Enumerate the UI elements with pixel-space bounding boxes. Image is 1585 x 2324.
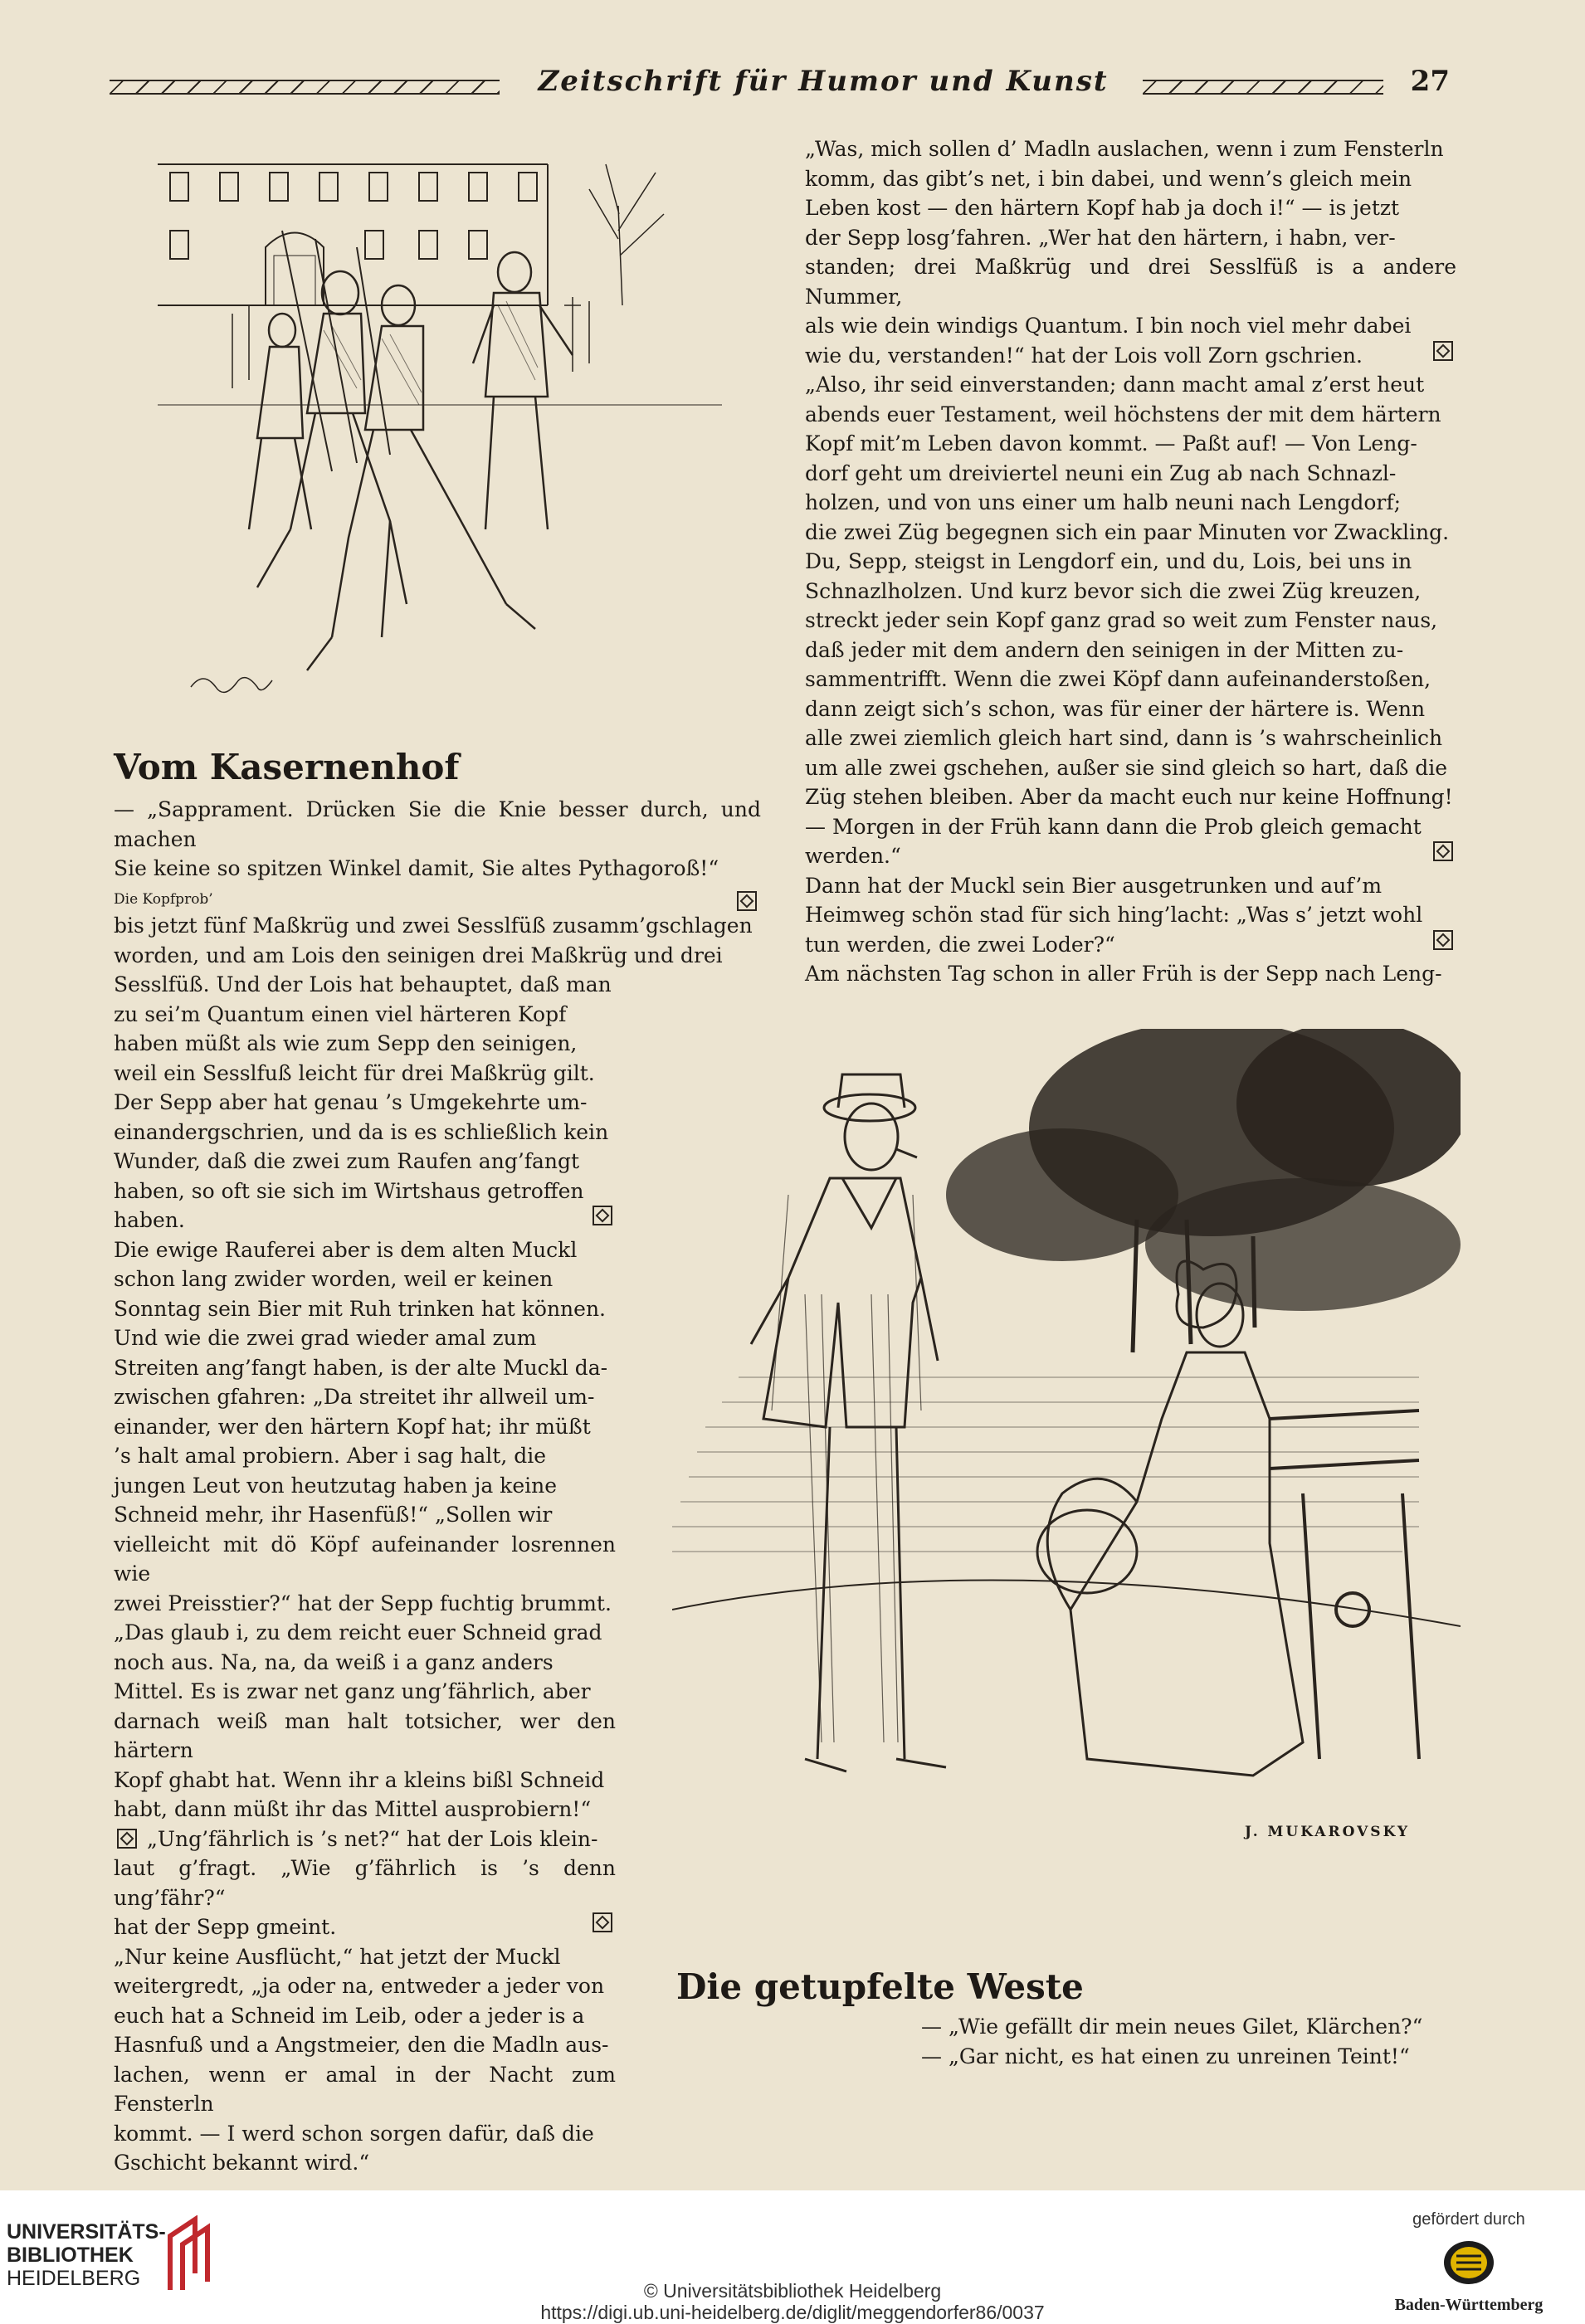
park-illustration xyxy=(672,1029,1461,1942)
text-line: Am nächsten Tag schon in aller Früh is der Sepp nach Leng- xyxy=(805,962,1442,986)
text-line: zwei Preisstier?“ hat der Sepp fuchtig brummt. xyxy=(114,1591,612,1615)
text-line: komm, das gibt’s net, i bin dabei, und wenn’s gleich mein xyxy=(805,166,1412,191)
text-line xyxy=(114,1912,616,1942)
sponsor xyxy=(1386,2210,1552,2315)
heading-weste: Die getupfelte Weste xyxy=(676,1966,1084,2007)
text-line: „Nur keine Ausflücht,“ hat jetzt der Muckl xyxy=(114,1944,561,1969)
text-line: holzen, und von uns einer um halb neuni nach Lengdorf; xyxy=(805,490,1402,514)
joke-line: Sie keine so spitzen Winkel damit, Sie altes Pythagoroß!“ xyxy=(114,856,719,880)
ornament-right xyxy=(1143,80,1383,95)
text-line: dorf geht um dreiviertel neuni ein Zug ab nach Schnazl- xyxy=(805,460,1397,485)
text-line: zwischen gfahren: „Da streitet ihr allweil um- xyxy=(114,1385,595,1409)
text-line: Leben kost — den härtern Kopf hab ja doch i!“ — is jetzt xyxy=(805,196,1400,220)
text-line: haben müßt als wie zum Sepp den seinigen, xyxy=(114,1031,578,1055)
text-line: ’s halt amal probiern. Aber i sag halt, die xyxy=(114,1444,547,1468)
copyright-notice: © Universitätsbibliothek Heidelberg xyxy=(643,2280,942,2302)
sponsor-name: Baden-Württemberg xyxy=(1394,2296,1544,2314)
text-line: Du, Sepp, steigst in Lengdorf ein, und du, Lois, bei uns in xyxy=(805,549,1412,573)
text-span: wie du, verstanden!“ hat der Lois voll Zorn gschrien. xyxy=(805,343,1363,368)
text-span: hat der Sepp gmeint. xyxy=(114,1915,337,1939)
text-line: kommt. — I werd schon sorgen dafür, daß die xyxy=(114,2121,594,2146)
text-line: weitergredt, „ja oder na, entweder a jeder von xyxy=(114,1974,605,1998)
section-mark xyxy=(1433,841,1453,861)
text-line: daß jeder mit dem andern den seinigen in der Mitten zu- xyxy=(805,637,1404,662)
text-line: Sesslfüß. Und der Lois hat behauptet, daß man xyxy=(114,972,612,996)
text-line: Züg stehen bleiben. Aber da macht euch nur keine Hoffnung! xyxy=(805,785,1453,809)
kasernenhof-joke xyxy=(114,795,761,884)
section-mark xyxy=(737,891,757,911)
library-name-line: UNIVERSITÄTS- xyxy=(7,2220,166,2244)
text-span: werden.“ xyxy=(805,844,901,868)
heading-kasernenhof: Vom Kasernenhof xyxy=(114,747,460,787)
caption-line: — „Wie gefällt dir mein neues Gilet, Klärchen?“ xyxy=(921,2015,1423,2039)
text-line: Mittel. Es is zwar net ganz ung’fährlich, aber xyxy=(114,1679,591,1703)
text-line xyxy=(805,841,1456,871)
text-line: Kopf mit’m Leben davon kommt. — Paßt auf! — Von Leng- xyxy=(805,431,1417,456)
text-line: abends euer Testament, weil höchstens der mit dem härtern xyxy=(805,402,1441,426)
text-line: die zwei Züg begegnen sich ein paar Minuten vor Zwackling. xyxy=(805,519,1450,544)
text-line: „Das glaub i, zu dem reicht euer Schneid grad xyxy=(114,1620,602,1644)
text-line: einandergschrien, und da is es schließlich kein xyxy=(114,1119,609,1144)
text-line: der Sepp losg’fahren. „Wer hat den härtern, i habn, ver- xyxy=(805,225,1396,250)
text-span: haben. xyxy=(114,1208,185,1232)
section-mark xyxy=(1433,930,1453,950)
text-line: euch hat a Schneid im Leib, oder a jeder is a xyxy=(114,2003,585,2028)
text-line xyxy=(805,341,1456,371)
text-line: vielleicht mit dö Köpf aufeinander losrennen wie xyxy=(114,1532,616,1586)
text-line: habt, dann müßt ihr das Mittel ausprobiern!“ xyxy=(114,1797,592,1821)
weste-caption xyxy=(921,2012,1456,2071)
text-line xyxy=(114,1206,616,1235)
library-name-line: BIBLIOTHEK xyxy=(7,2244,134,2267)
text-line: „Was, mich sollen d’ Madln auslachen, wenn i zum Fensterln xyxy=(805,137,1444,161)
text-line: zu sei’m Quantum einen viel härteren Kopf xyxy=(114,1001,567,1026)
section-mark xyxy=(593,1206,612,1225)
text-line: Streiten ang’fangt haben, is der alte Muckl da- xyxy=(114,1355,608,1380)
joke-line: — „Sapprament. Drücken Sie die Knie besser durch, und machen xyxy=(114,797,761,851)
text-line: einander, wer den härtern Kopf hat; ihr müßt xyxy=(114,1414,591,1439)
text-line: Kopf ghabt hat. Wenn ihr a kleins bißl Schneid xyxy=(114,1767,605,1792)
section-mark xyxy=(117,1829,137,1849)
text-line xyxy=(114,1825,616,1854)
illustration-signature: J. MUKAROVSKY xyxy=(1245,1824,1411,1840)
text-line: laut g’fragt. „Wie g’fährlich is ’s denn ung’fähr?“ xyxy=(114,1856,616,1910)
text-line: weil ein Sesslfuß leicht für drei Maßkrüg gilt. xyxy=(114,1060,595,1085)
story-right-column xyxy=(805,134,1456,989)
text-line: Heimweg schön stad für sich hing’lacht: „Was s’ jetzt wohl xyxy=(805,903,1423,927)
barracks-drawing xyxy=(158,139,722,737)
story-title: Die Kopfprob’ xyxy=(114,891,213,908)
text-line: Der Sepp aber hat genau ’s Umgekehrte um- xyxy=(114,1090,588,1114)
text-line: streckt jeder sein Kopf ganz grad so weit zum Fenster naus, xyxy=(805,608,1438,632)
text-line: noch aus. Na, na, da weiß i a ganz anders xyxy=(114,1649,554,1674)
text-line: sammentrifft. Wenn die zwei Köpf dann aufeinanderstoßen, xyxy=(805,667,1431,691)
text-line: jungen Leut von heutzutag haben ja keine xyxy=(114,1473,558,1498)
text-line: Schnazlholzen. Und kurz bevor sich die zwei Züg kreuzen, xyxy=(805,578,1422,603)
text-line: Hasnfuß und a Angstmeier, den die Madln aus- xyxy=(114,2033,609,2057)
ornament-left xyxy=(110,80,500,95)
library-name-line: HEIDELBERG xyxy=(7,2267,141,2290)
text-line: standen; drei Maßkrüg und drei Sesslfüß is a andere Nummer, xyxy=(805,255,1456,309)
narrow-text-block xyxy=(114,970,616,2178)
text-line: Dann hat der Muckl sein Bier ausgetrunken und auf’m xyxy=(805,873,1383,898)
text-line: Gschicht bekannt wird.“ xyxy=(114,2151,370,2175)
text-line: um alle zwei gschehen, außer sie sind gleich so hart, daß die xyxy=(805,755,1448,780)
text-line: Sonntag sein Bier mit Ruh trinken hat können. xyxy=(114,1296,607,1321)
text-line: Schneid mehr, ihr Hasenfüß!“ „Sollen wir xyxy=(114,1503,553,1527)
text-line: als wie dein windigs Quantum. I bin noch viel mehr dabei xyxy=(805,314,1412,338)
text-span: tun werden, die zwei Loder?“ xyxy=(805,932,1115,957)
running-head xyxy=(110,65,1450,106)
page-footer xyxy=(0,2190,1585,2323)
text-line: haben, so oft sie sich im Wirtshaus getroffen xyxy=(114,1178,584,1203)
text-line: bis jetzt fünf Maßkrüg und zwei Sesslfüß zusamm’gschlagen xyxy=(114,914,753,938)
text-line: — Morgen in der Früh kann dann die Prob gleich gemacht xyxy=(805,814,1422,839)
source-url-link[interactable]: https://digi.ub.uni-heidelberg.de/diglit/meggendorfer86/0037 xyxy=(540,2302,1045,2323)
text-line: Wunder, daß die zwei zum Raufen ang’fangt xyxy=(114,1149,580,1173)
page-number: 27 xyxy=(1410,65,1450,98)
sponsor-label: gefördert durch xyxy=(1412,2210,1525,2229)
crest-icon xyxy=(1441,2238,1496,2287)
running-head-title: Zeitschrift für Humor und Kunst xyxy=(538,65,1109,98)
text-line: Und wie die zwei grad wieder amal zum xyxy=(114,1326,537,1350)
section-mark xyxy=(593,1912,612,1932)
section-mark xyxy=(1433,341,1453,361)
barracks-illustration xyxy=(158,139,722,737)
text-line: schon lang zwider worden, weil er keinen xyxy=(114,1267,554,1291)
text-line: „Also, ihr seid einverstanden; dann macht amal z’erst heut xyxy=(805,373,1425,397)
text-line: Die ewige Rauferei aber is dem alten Muckl xyxy=(114,1237,578,1262)
text-span: „Ung’fährlich is ’s net?“ hat der Lois klein- xyxy=(146,1826,598,1851)
park-drawing xyxy=(672,1029,1461,1942)
story-left-column xyxy=(114,911,761,2178)
text-line xyxy=(805,930,1456,960)
text-line: alle zwei ziemlich gleich hart sind, dann is ’s wahrscheinlich xyxy=(805,726,1443,750)
caption-line: — „Gar nicht, es hat einen zu unreinen Teint!“ xyxy=(921,2044,1410,2068)
text-line: lachen, wenn er amal in der Nacht zum Fensterln xyxy=(114,2062,616,2116)
text-line: dann zeigt sich’s schon, was für einer der härtere is. Wenn xyxy=(805,696,1426,721)
text-line: darnach weiß man halt totsicher, wer den härtern xyxy=(114,1708,616,1762)
text-line: worden, und am Lois den seinigen drei Maßkrüg und drei xyxy=(114,943,723,967)
